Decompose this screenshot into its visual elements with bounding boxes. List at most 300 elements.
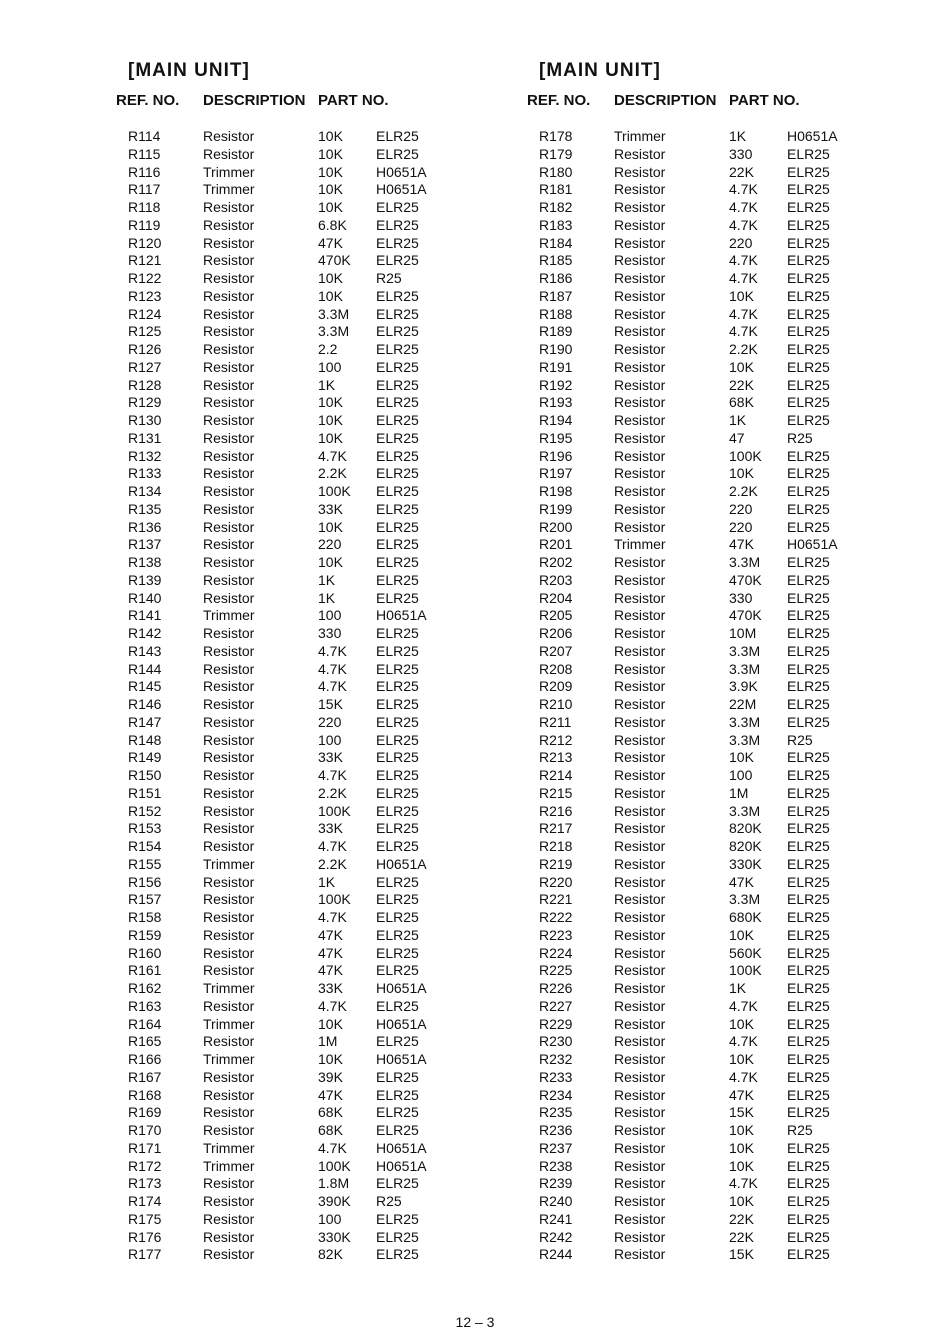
part-no-cell: ELR25: [376, 731, 419, 748]
table-row: [527, 252, 947, 270]
part-no-header: PART NO.: [318, 92, 389, 109]
ref-no-cell: R120: [128, 234, 162, 251]
value-cell: 47K: [318, 1086, 343, 1103]
value-cell: 47K: [729, 1086, 754, 1103]
description-cell: Trimmer: [203, 980, 255, 996]
table-header: [527, 90, 947, 128]
value-cell: 4.7K: [318, 838, 347, 854]
ref-no-cell: R239: [539, 1175, 573, 1192]
description-cell: Resistor: [203, 678, 255, 695]
value-cell: 3.3M: [729, 660, 761, 677]
ref-no-cell: R148: [128, 731, 162, 748]
description-cell: Resistor: [203, 696, 255, 712]
value-cell: 4.7K: [729, 1175, 758, 1192]
table-row: [116, 1158, 536, 1176]
ref-no-cell: R227: [539, 997, 573, 1014]
value-cell: 4.7K: [729, 305, 758, 322]
part-no-cell: ELR25: [787, 713, 830, 730]
description-cell: Resistor: [614, 838, 666, 854]
part-no-cell: ELR25: [376, 1175, 419, 1192]
description-cell: Resistor: [203, 713, 255, 730]
table-row: [116, 199, 536, 217]
part-no-cell: ELR25: [787, 944, 830, 961]
table-row: [527, 306, 947, 324]
description-cell: Trimmer: [614, 128, 666, 144]
ref-no-cell: R164: [128, 1015, 162, 1032]
table-row: [116, 359, 536, 377]
description-cell: Resistor: [203, 820, 255, 837]
part-no-cell: ELR25: [376, 997, 419, 1014]
description-cell: Resistor: [614, 447, 666, 464]
part-no-cell: ELR25: [787, 571, 830, 588]
description-cell: Resistor: [203, 909, 255, 925]
table-row: [527, 359, 947, 377]
description-cell: Resistor: [203, 784, 255, 801]
part-no-cell: R25: [376, 270, 402, 286]
part-no-cell: ELR25: [787, 873, 830, 890]
part-no-cell: ELR25: [376, 1033, 419, 1050]
part-no-cell: ELR25: [787, 412, 830, 428]
table-row: [116, 217, 536, 235]
ref-no-header: REF. NO.: [116, 92, 180, 109]
value-cell: 3.3M: [729, 731, 761, 748]
value-cell: 22K: [729, 1228, 754, 1245]
value-cell: 68K: [729, 394, 754, 411]
ref-no-cell: R216: [539, 802, 573, 819]
table-row: [527, 164, 947, 182]
ref-no-cell: R175: [128, 1210, 162, 1227]
description-cell: Resistor: [614, 1051, 666, 1067]
table-row: [527, 128, 947, 146]
ref-no-cell: R195: [539, 429, 573, 446]
table-row: [116, 1051, 536, 1069]
ref-no-cell: R130: [128, 412, 162, 428]
part-no-cell: ELR25: [376, 838, 419, 854]
part-no-cell: ELR25: [376, 678, 419, 695]
ref-no-cell: R240: [539, 1193, 573, 1209]
part-no-cell: H0651A: [376, 1051, 427, 1067]
ref-no-cell: R217: [539, 820, 573, 837]
part-no-cell: ELR25: [787, 216, 830, 233]
description-cell: Resistor: [614, 713, 666, 730]
table-row: [116, 625, 536, 643]
description-cell: Trimmer: [614, 536, 666, 553]
table-row: [527, 1246, 947, 1264]
part-no-cell: ELR25: [787, 980, 830, 996]
ref-no-cell: R127: [128, 358, 162, 375]
part-no-cell: ELR25: [376, 873, 419, 890]
part-no-cell: ELR25: [787, 554, 830, 570]
description-cell: Trimmer: [203, 607, 255, 624]
table-row: [527, 749, 947, 767]
value-cell: 1.8M: [318, 1175, 350, 1192]
ref-no-cell: R144: [128, 660, 162, 677]
description-cell: Resistor: [203, 145, 255, 162]
part-no-cell: ELR25: [376, 802, 419, 819]
value-cell: 47K: [318, 926, 343, 943]
table-row: [527, 590, 947, 608]
description-cell: Resistor: [203, 749, 255, 766]
part-no-cell: ELR25: [787, 589, 830, 606]
description-cell: Resistor: [203, 926, 255, 943]
description-cell: Resistor: [203, 767, 255, 783]
part-no-cell: ELR25: [376, 1086, 419, 1103]
table-row: [527, 217, 947, 235]
description-cell: Trimmer: [203, 163, 255, 180]
value-cell: 220: [729, 500, 753, 517]
ref-no-cell: R178: [539, 128, 573, 144]
ref-no-cell: R223: [539, 926, 573, 943]
description-cell: Trimmer: [203, 1051, 255, 1067]
value-cell: 220: [729, 518, 753, 535]
description-cell: Resistor: [203, 1068, 255, 1085]
description-cell: Resistor: [203, 1086, 255, 1103]
part-no-cell: ELR25: [376, 589, 419, 606]
ref-no-cell: R145: [128, 678, 162, 695]
table-row: [527, 1158, 947, 1176]
part-no-cell: ELR25: [787, 483, 830, 499]
description-cell: Resistor: [614, 181, 666, 198]
ref-no-cell: R235: [539, 1104, 573, 1121]
table-header: [116, 90, 536, 128]
value-cell: 10K: [729, 926, 754, 943]
value-cell: 22K: [729, 163, 754, 180]
value-cell: 1K: [318, 376, 336, 393]
ref-no-cell: R203: [539, 571, 573, 588]
value-cell: 15K: [318, 696, 343, 712]
ref-no-cell: R185: [539, 252, 573, 269]
ref-no-cell: R125: [128, 323, 162, 340]
part-no-cell: ELR25: [787, 1068, 830, 1085]
ref-no-cell: R242: [539, 1228, 573, 1245]
ref-no-cell: R116: [128, 163, 161, 180]
part-no-cell: H0651A: [376, 607, 427, 624]
table-row: [116, 1016, 536, 1034]
part-no-cell: ELR25: [376, 252, 419, 269]
table-row: [527, 323, 947, 341]
part-no-cell: ELR25: [787, 1157, 830, 1174]
ref-no-cell: R138: [128, 554, 162, 570]
description-cell: Resistor: [614, 944, 666, 961]
part-no-cell: ELR25: [376, 625, 419, 641]
value-cell: 4.7K: [318, 660, 347, 677]
part-no-cell: ELR25: [787, 838, 830, 854]
description-cell: Resistor: [614, 199, 666, 215]
description-cell: Resistor: [203, 571, 255, 588]
table-row: [527, 678, 947, 696]
value-cell: 4.7K: [318, 642, 347, 659]
description-cell: Trimmer: [203, 1157, 255, 1174]
table-row: [527, 465, 947, 483]
table-row: [527, 856, 947, 874]
value-cell: 22K: [729, 1210, 754, 1227]
description-cell: Resistor: [203, 802, 255, 819]
value-cell: 68K: [318, 1104, 343, 1121]
value-cell: 10K: [729, 358, 754, 375]
value-cell: 4.7K: [729, 181, 758, 198]
part-no-cell: ELR25: [376, 376, 419, 393]
description-cell: Resistor: [614, 1228, 666, 1245]
description-cell: Resistor: [614, 1139, 666, 1156]
table-row: [116, 696, 536, 714]
table-row: [116, 1122, 536, 1140]
value-cell: 2.2: [318, 341, 338, 357]
table-row: [527, 696, 947, 714]
value-cell: 10K: [318, 412, 343, 428]
table-row: [527, 1211, 947, 1229]
part-no-cell: ELR25: [376, 909, 419, 925]
table-row: [116, 181, 536, 199]
value-cell: 10K: [729, 1015, 754, 1032]
value-cell: 680K: [729, 909, 762, 925]
description-cell: Resistor: [614, 1193, 666, 1209]
ref-no-cell: R135: [128, 500, 162, 517]
value-cell: 1M: [729, 784, 749, 801]
table-row: [527, 554, 947, 572]
description-cell: Resistor: [203, 554, 255, 570]
part-no-cell: ELR25: [787, 802, 830, 819]
description-cell: Resistor: [614, 855, 666, 872]
description-cell: Resistor: [614, 731, 666, 748]
part-no-cell: ELR25: [376, 749, 419, 766]
ref-no-cell: R151: [128, 784, 162, 801]
part-no-cell: ELR25: [376, 1104, 419, 1121]
value-cell: 1K: [318, 873, 336, 890]
ref-no-cell: R163: [128, 997, 162, 1014]
part-no-cell: ELR25: [787, 962, 830, 979]
part-no-cell: ELR25: [376, 1210, 419, 1227]
part-no-cell: ELR25: [376, 412, 419, 428]
part-no-cell: ELR25: [787, 199, 830, 215]
table-row: [116, 874, 536, 892]
description-cell: Resistor: [614, 145, 666, 162]
part-no-cell: ELR25: [376, 234, 419, 251]
value-cell: 47: [729, 429, 745, 446]
description-cell: Resistor: [203, 873, 255, 890]
ref-no-cell: R141: [128, 607, 162, 624]
description-cell: Resistor: [203, 429, 255, 446]
part-no-cell: ELR25: [376, 660, 419, 677]
description-cell: Resistor: [614, 358, 666, 375]
description-header: DESCRIPTION: [614, 92, 717, 109]
page-number: 12 – 3: [455, 1314, 495, 1330]
table-row: [527, 785, 947, 803]
value-cell: 10K: [318, 163, 343, 180]
description-cell: Resistor: [614, 1246, 666, 1263]
description-cell: Resistor: [203, 838, 255, 854]
ref-no-cell: R182: [539, 199, 573, 215]
ref-no-cell: R147: [128, 713, 162, 730]
description-cell: Resistor: [614, 376, 666, 393]
part-no-cell: ELR25: [376, 394, 419, 411]
ref-no-cell: R167: [128, 1068, 162, 1085]
part-no-cell: ELR25: [787, 270, 830, 286]
table-row: [116, 252, 536, 270]
description-cell: Resistor: [203, 731, 255, 748]
value-cell: 220: [729, 234, 753, 251]
table-row: [116, 536, 536, 554]
value-cell: 3.3M: [729, 802, 761, 819]
description-cell: Resistor: [614, 1210, 666, 1227]
description-cell: Resistor: [203, 1246, 255, 1263]
table-row: [116, 412, 536, 430]
part-no-cell: ELR25: [376, 1228, 419, 1245]
description-cell: Resistor: [614, 1104, 666, 1121]
value-cell: 100: [318, 731, 342, 748]
table-row: [527, 1033, 947, 1051]
value-cell: 15K: [729, 1246, 754, 1263]
value-cell: 2.2K: [729, 341, 758, 357]
description-cell: Resistor: [614, 571, 666, 588]
ref-no-cell: R158: [128, 909, 162, 925]
description-cell: Resistor: [614, 270, 666, 286]
value-cell: 100: [318, 1210, 342, 1227]
ref-no-cell: R215: [539, 784, 573, 801]
part-no-cell: ELR25: [376, 784, 419, 801]
value-cell: 1K: [729, 412, 747, 428]
description-cell: Resistor: [614, 678, 666, 695]
description-cell: Resistor: [203, 500, 255, 517]
ref-no-cell: R193: [539, 394, 573, 411]
table-row: [527, 998, 947, 1016]
ref-no-cell: R238: [539, 1157, 573, 1174]
part-no-cell: ELR25: [787, 1210, 830, 1227]
description-cell: Resistor: [203, 1175, 255, 1192]
description-cell: Resistor: [614, 500, 666, 517]
table-row: [116, 962, 536, 980]
description-cell: Resistor: [614, 287, 666, 304]
part-no-cell: H0651A: [376, 181, 427, 198]
value-cell: 100: [729, 767, 753, 783]
value-cell: 4.7K: [318, 447, 347, 464]
description-cell: Resistor: [614, 820, 666, 837]
table-row: [527, 962, 947, 980]
ref-no-cell: R142: [128, 625, 162, 641]
part-no-cell: ELR25: [787, 163, 830, 180]
description-cell: Resistor: [203, 128, 255, 144]
value-cell: 470K: [729, 607, 762, 624]
table-row: [527, 767, 947, 785]
value-cell: 100K: [729, 447, 762, 464]
description-cell: Resistor: [614, 997, 666, 1014]
ref-no-cell: R197: [539, 465, 573, 482]
value-cell: 4.7K: [729, 270, 758, 286]
table-row: [116, 927, 536, 945]
description-cell: Resistor: [203, 234, 255, 251]
value-cell: 220: [318, 536, 342, 553]
table-row: [527, 377, 947, 395]
description-cell: Resistor: [203, 1210, 255, 1227]
table-row: [116, 394, 536, 412]
part-no-cell: ELR25: [376, 465, 419, 482]
value-cell: 10K: [729, 749, 754, 766]
ref-no-cell: R176: [128, 1228, 162, 1245]
value-cell: 1K: [318, 571, 336, 588]
description-cell: Resistor: [614, 465, 666, 482]
value-cell: 3.3M: [318, 305, 350, 322]
value-cell: 82K: [318, 1246, 343, 1263]
ref-no-cell: R140: [128, 589, 162, 606]
description-cell: Resistor: [614, 589, 666, 606]
table-row: [116, 501, 536, 519]
part-no-cell: ELR25: [376, 305, 419, 322]
description-cell: Resistor: [203, 216, 255, 233]
ref-no-cell: R173: [128, 1175, 162, 1192]
part-no-cell: ELR25: [376, 128, 419, 144]
part-no-cell: R25: [787, 429, 813, 446]
ref-no-cell: R232: [539, 1051, 573, 1067]
table-row: [527, 945, 947, 963]
value-cell: 330K: [318, 1228, 351, 1245]
part-no-cell: ELR25: [376, 696, 419, 712]
description-cell: Resistor: [614, 252, 666, 269]
table-row: [116, 1229, 536, 1247]
description-cell: Trimmer: [203, 1015, 255, 1032]
ref-no-cell: R241: [539, 1210, 573, 1227]
part-no-header: PART NO.: [729, 92, 800, 109]
description-cell: Trimmer: [203, 855, 255, 872]
value-cell: 33K: [318, 749, 343, 766]
value-cell: 330: [318, 625, 342, 641]
description-cell: Resistor: [203, 642, 255, 659]
value-cell: 33K: [318, 820, 343, 837]
description-cell: Resistor: [614, 1015, 666, 1032]
table-row: [116, 235, 536, 253]
ref-no-cell: R172: [128, 1157, 162, 1174]
ref-no-cell: R118: [128, 199, 161, 215]
table-row: [116, 749, 536, 767]
description-cell: Resistor: [203, 962, 255, 979]
part-no-cell: ELR25: [787, 394, 830, 411]
part-no-cell: ELR25: [787, 767, 830, 783]
value-cell: 10K: [318, 270, 343, 286]
description-cell: Resistor: [203, 1193, 255, 1209]
ref-no-cell: R207: [539, 642, 573, 659]
part-no-cell: ELR25: [787, 660, 830, 677]
part-no-cell: ELR25: [787, 607, 830, 624]
ref-no-cell: R200: [539, 518, 573, 535]
table-row: [116, 785, 536, 803]
description-cell: Resistor: [203, 1228, 255, 1245]
table-row: [116, 164, 536, 182]
description-cell: Resistor: [614, 234, 666, 251]
table-row: [527, 448, 947, 466]
value-cell: 100: [318, 358, 342, 375]
ref-no-cell: R213: [539, 749, 573, 766]
part-no-cell: ELR25: [787, 909, 830, 925]
ref-no-cell: R186: [539, 270, 573, 286]
description-cell: Resistor: [203, 518, 255, 535]
description-cell: Resistor: [614, 660, 666, 677]
ref-no-cell: R174: [128, 1193, 162, 1209]
part-no-cell: ELR25: [376, 571, 419, 588]
value-cell: 47K: [318, 962, 343, 979]
part-no-cell: ELR25: [787, 323, 830, 340]
value-cell: 4.7K: [318, 997, 347, 1014]
description-cell: Resistor: [203, 536, 255, 553]
ref-no-cell: R150: [128, 767, 162, 783]
table-row: [527, 519, 947, 537]
part-no-cell: ELR25: [787, 625, 830, 641]
value-cell: 1K: [318, 589, 336, 606]
value-cell: 47K: [729, 873, 754, 890]
table-row: [116, 146, 536, 164]
value-cell: 33K: [318, 500, 343, 517]
value-cell: 100K: [318, 802, 351, 819]
value-cell: 10K: [318, 554, 343, 570]
table-row: [527, 1122, 947, 1140]
ref-no-cell: R237: [539, 1139, 573, 1156]
